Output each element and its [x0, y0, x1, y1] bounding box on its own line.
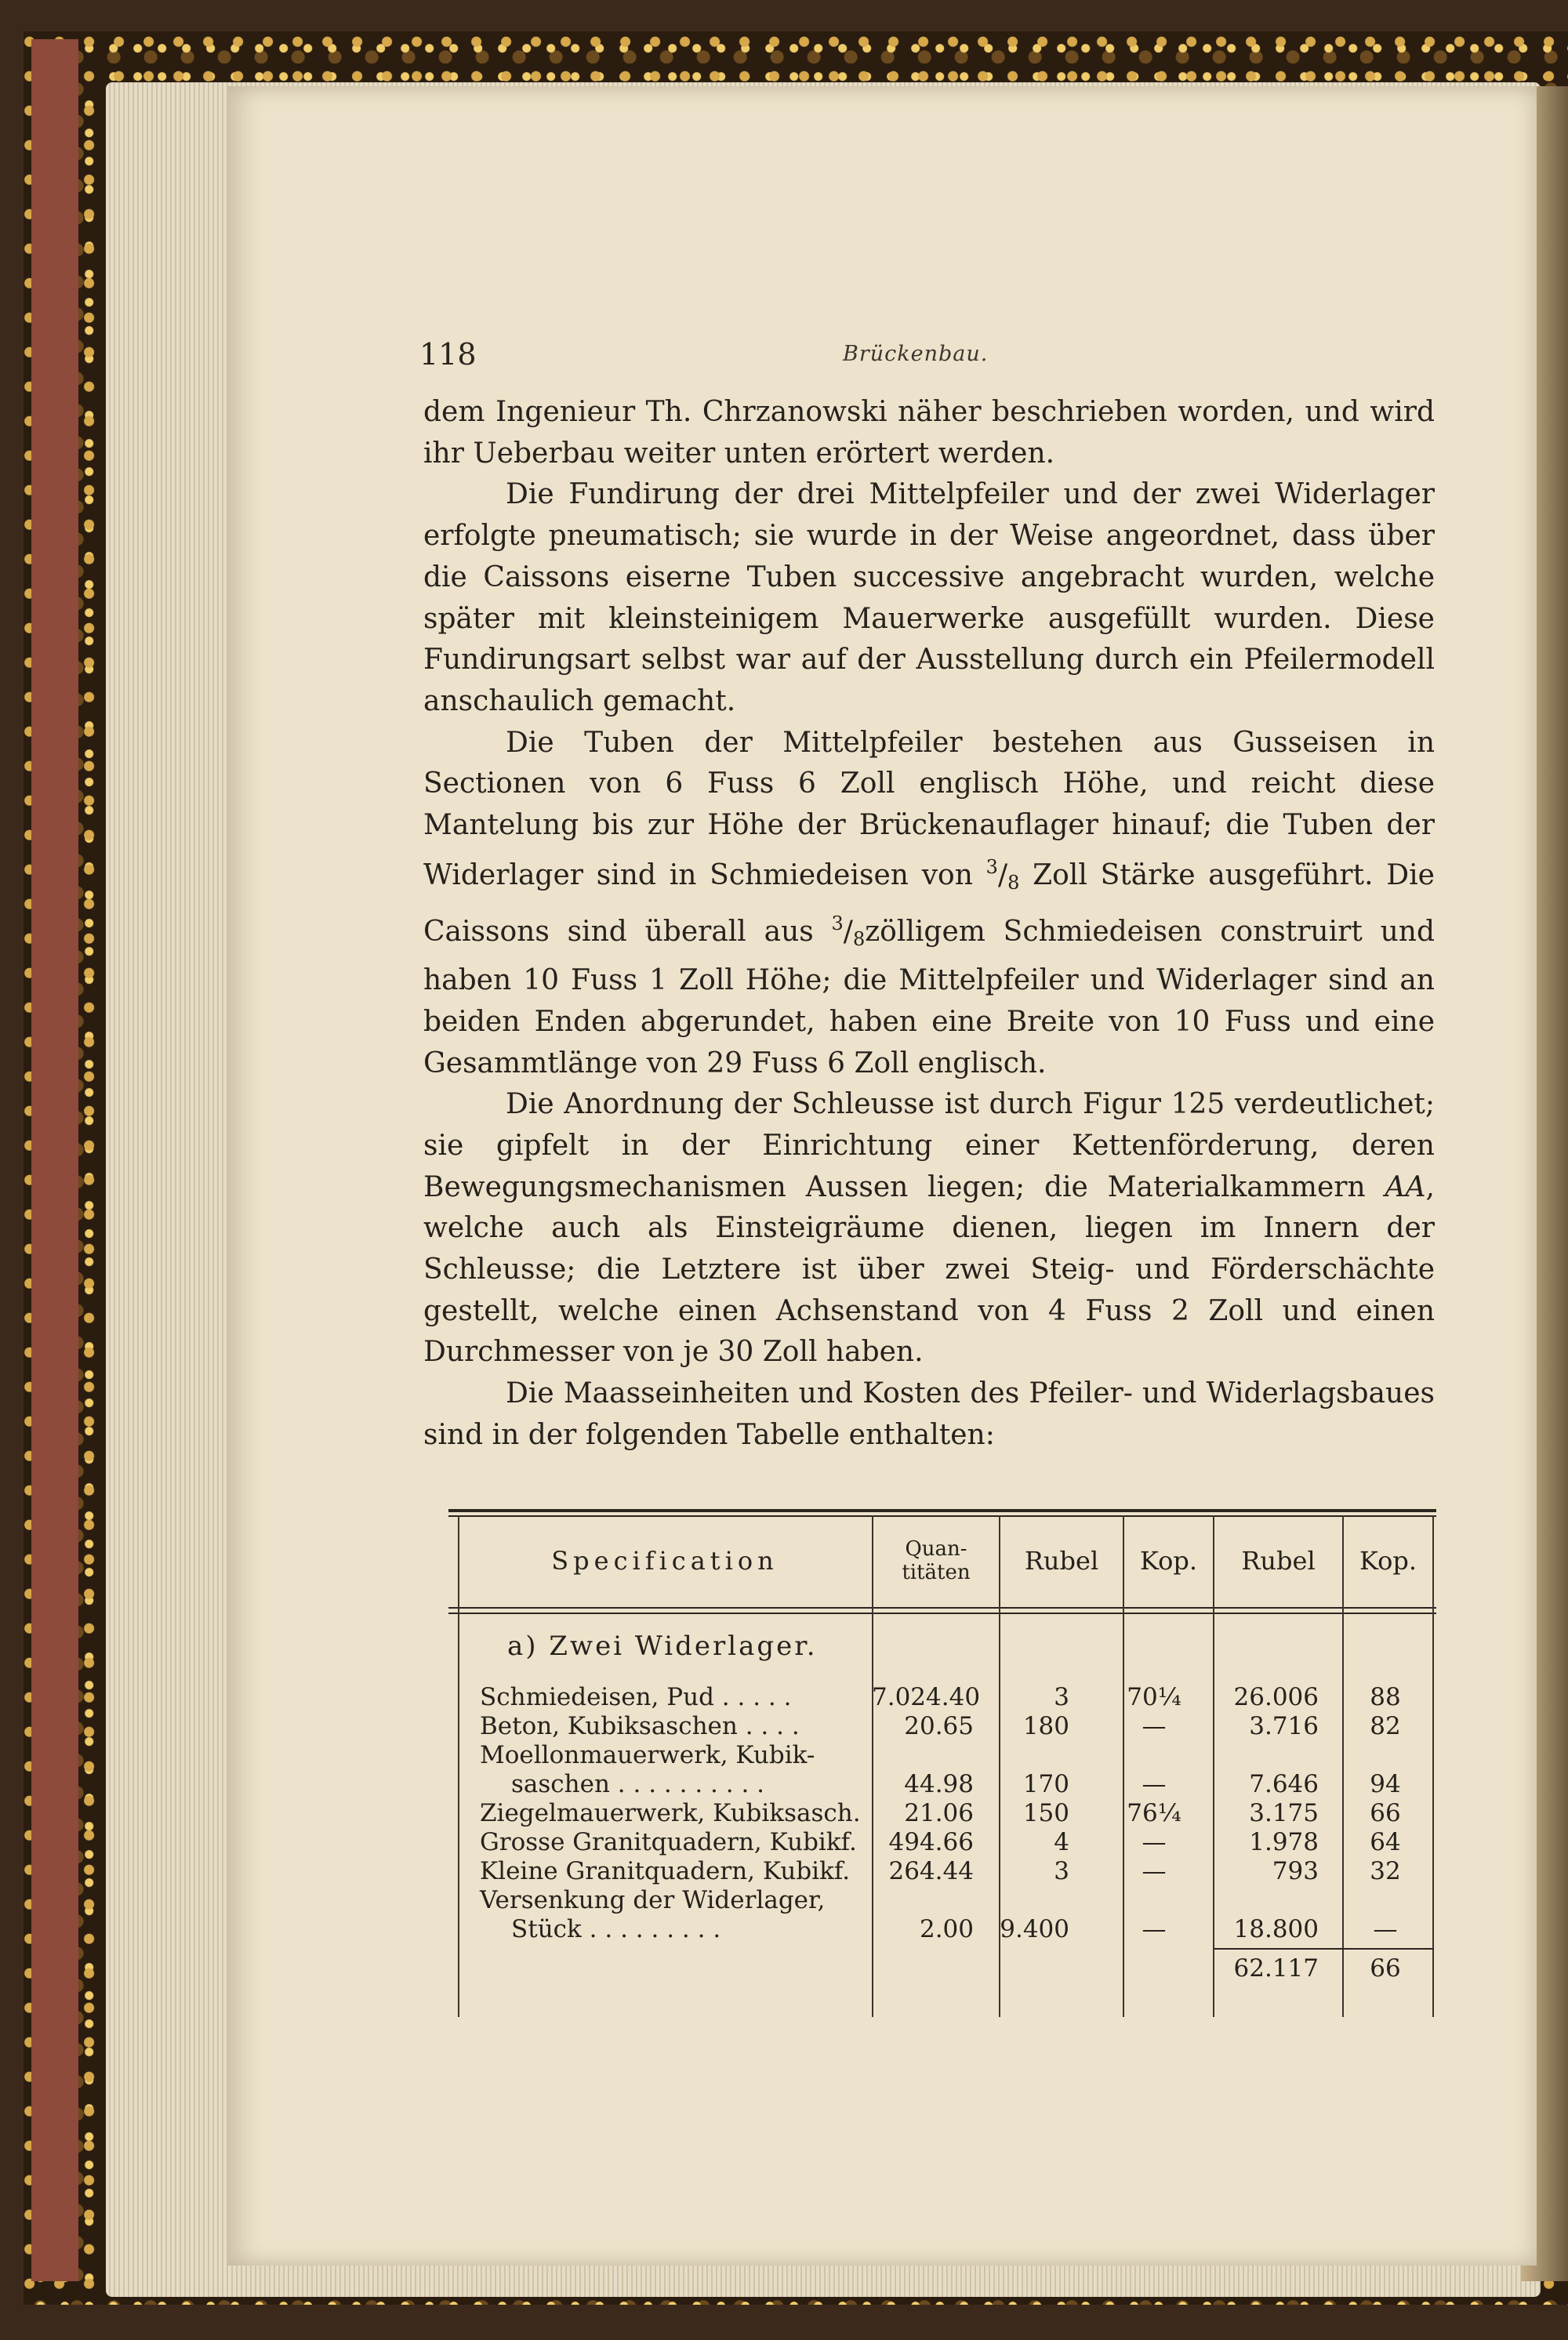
row-unit-rubel: 180 — [1022, 1712, 1069, 1740]
table-row — [448, 1828, 1436, 1858]
running-head — [419, 337, 1439, 384]
row-unit-rubel: 3 — [1054, 1683, 1069, 1711]
fraction-denominator: 8 — [852, 928, 866, 951]
row-quantity: 264.44 — [888, 1857, 974, 1885]
row-unit-rubel: 170 — [1022, 1770, 1069, 1798]
row-total-kop: 94 — [1370, 1770, 1401, 1798]
table-row — [448, 1770, 1436, 1800]
row-unit-kop: — — [1142, 1828, 1167, 1856]
fraction-numerator: 3 — [985, 855, 998, 878]
header-bottom-rule — [448, 1607, 1436, 1609]
header-bottom-rule-double — [448, 1613, 1436, 1614]
row-quantity: 20.65 — [904, 1712, 974, 1740]
header-rubel-total: Rubel — [1241, 1546, 1316, 1576]
paragraph-3-part-c: zölligem Schmiedeisen construirt und haben 10 Fuss 1 Zoll Höhe; die Mittelpfeiler und Widerlager sind an beiden Enden abgerundet, haben eine Breite von 10 Fuss und eine Gesammtlänge von 29 Fuss 6 Zoll englisch. — [423, 916, 1435, 1079]
row-total-rubel: 18.800 — [1233, 1915, 1319, 1943]
sum-rubel: 62.117 — [1233, 1954, 1319, 1983]
sum-rule — [1214, 1948, 1434, 1950]
row-total-kop: 64 — [1370, 1828, 1401, 1856]
emphasis-aa: AA — [1385, 1170, 1426, 1203]
row-unit-kop: 76¼ — [1127, 1799, 1181, 1827]
table-row — [448, 1857, 1436, 1887]
row-unit-rubel: 9.400 — [1000, 1915, 1069, 1943]
table-row — [448, 1741, 1436, 1771]
table-row — [448, 1886, 1436, 1916]
table-row — [448, 1712, 1436, 1742]
row-unit-rubel: 3 — [1054, 1857, 1069, 1885]
paragraph-4 — [423, 1084, 1435, 1373]
paragraph-4-part-a: Die Anordnung der Schleusse ist durch Figur 125 verdeutlichet; sie gipfelt in der Einrichtung einer Kettenförderung, deren Bewegungsmechanismen Aussen liegen; die Materialkammern — [423, 1088, 1435, 1203]
header-kop-unit: Kop. — [1140, 1546, 1197, 1576]
row-description: Moellonmauerwerk, Kubik- — [480, 1741, 815, 1769]
table-row — [448, 1799, 1436, 1829]
paragraph-4-part-b: , welche auch als Einsteigräume dienen, liegen im Innern der Schleusse; die Letztere ist über zwei Steig- und Förderschächte gestellt, welche einen Achsenstand von 4 Fuss 2 Zoll und einen Durchmesser von je 30 Zoll haben. — [423, 1170, 1435, 1369]
row-total-rubel: 3.716 — [1249, 1712, 1319, 1740]
row-total-kop: 82 — [1370, 1712, 1401, 1740]
running-title: Brückenbau. — [843, 342, 989, 366]
paragraph-3-part-b: Zoll Stärke ausgeführt. Die Caissons sind überall aus — [423, 858, 1435, 949]
group-title: a) Zwei Widerlager. — [507, 1631, 818, 1662]
row-description: Kleine Granitquadern, Kubikf. — [480, 1857, 851, 1885]
row-quantity: 44.98 — [904, 1770, 974, 1798]
table-row — [448, 1683, 1436, 1713]
paragraph-5: Die Maasseinheiten und Kosten des Pfeiler- und Widerlagsbaues sind in der folgenden Tabelle enthalten: — [423, 1377, 1435, 1451]
row-unit-rubel: 4 — [1054, 1828, 1069, 1856]
row-quantity: 21.06 — [904, 1799, 974, 1827]
table-row — [448, 1915, 1436, 1945]
row-total-rubel: 793 — [1272, 1857, 1319, 1885]
paragraph-2: Die Fundirung der drei Mittelpfeiler und der zwei Widerlager erfolgte pneumatisch; sie wurde in der Weise angeordnet, dass über die Caissons eiserne Tuben successive angebracht wurden, welche später mit kleinsteinigem Mauerwerke ausgefüllt wurden. Diese Fundirungsart selbst war auf der Ausstellung durch ein Pfeilermodell anschaulich gemacht. — [423, 478, 1435, 717]
paragraph-1: dem Ingenieur Th. Chrzanowski näher beschrieben worden, und wird ihr Ueberbau weiter unten erörtert werden. — [423, 396, 1435, 470]
row-total-kop: 32 — [1370, 1857, 1401, 1885]
header-quantities: Quan- titäten — [902, 1537, 971, 1584]
row-description: Versenkung der Widerlager, — [480, 1886, 826, 1914]
table-top-rule — [448, 1509, 1436, 1512]
row-total-rubel: 3.175 — [1249, 1799, 1319, 1827]
header-specification: Specification — [551, 1546, 779, 1576]
row-description: Grosse Granitquadern, Kubikf. — [480, 1828, 857, 1856]
row-total-rubel: 26.006 — [1233, 1683, 1319, 1711]
row-unit-kop: — — [1142, 1915, 1167, 1943]
fraction-numerator: 3 — [831, 912, 844, 935]
row-description: saschen . . . . . . . . . . — [511, 1770, 765, 1798]
row-total-rubel: 1.978 — [1249, 1828, 1319, 1856]
row-total-rubel: 7.646 — [1249, 1770, 1319, 1798]
row-description: Beton, Kubiksaschen . . . . — [480, 1712, 800, 1740]
fraction-denominator: 8 — [1007, 871, 1020, 894]
paragraph-3: Die Tuben der Mittelpfeiler bestehen aus Gusseisen in Sectionen von 6 Fuss 6 Zoll englisch Höhe, und reicht diese Mantelung bis zur Höhe der Brückenauflager hinauf; die Tuben der Widerlager sind in Schmiedeisen von $^3$/8 Zoll Stärke ausgeführt. Die Caissons sind überall aus $^3$/8zölligem Schmiedeisen construirt und haben 10 Fuss 1 Zoll Höhe; die Mittelpfeiler und Widerlager sind an beiden Enden abgerundet, haben eine Breite von 10 Fuss und eine Gesammtlänge von 29 Fuss 6 Zoll englisch. — [423, 726, 1435, 1079]
page-number: 118 — [419, 337, 477, 372]
row-total-kop: 66 — [1370, 1799, 1401, 1827]
header-rubel-unit: Rubel — [1024, 1546, 1099, 1576]
header-kop-total: Kop. — [1359, 1546, 1417, 1576]
sum-kop: 66 — [1370, 1954, 1401, 1983]
row-total-kop: 88 — [1370, 1683, 1401, 1711]
row-quantity: 494.66 — [888, 1828, 974, 1856]
row-unit-kop: — — [1142, 1712, 1167, 1740]
body-text — [423, 392, 1435, 1457]
row-quantity: 7.024.40 — [872, 1683, 981, 1711]
row-description: Ziegelmauerwerk, Kubiksasch. — [480, 1799, 861, 1827]
row-description: Schmiedeisen, Pud . . . . . — [480, 1683, 792, 1711]
cover-binding-edge — [31, 39, 78, 2281]
paragraph-3-part-a: Die Tuben der Mittelpfeiler bestehen aus Gusseisen in Sectionen von 6 Fuss 6 Zoll englisch Höhe, und reicht diese Mantelung bis zur Höhe der Brückenauflager hinauf; die Tuben der Widerlager sind in Schmiedeisen von — [423, 726, 1435, 891]
cost-table — [448, 1509, 1436, 2019]
row-unit-kop: — — [1142, 1857, 1167, 1885]
row-description: Stück . . . . . . . . . — [511, 1915, 721, 1943]
row-quantity: 2.00 — [919, 1915, 974, 1943]
row-unit-kop: 70¼ — [1127, 1683, 1181, 1711]
row-total-kop: — — [1373, 1915, 1398, 1943]
row-unit-rubel: 150 — [1022, 1799, 1069, 1827]
row-unit-kop: — — [1142, 1770, 1167, 1798]
